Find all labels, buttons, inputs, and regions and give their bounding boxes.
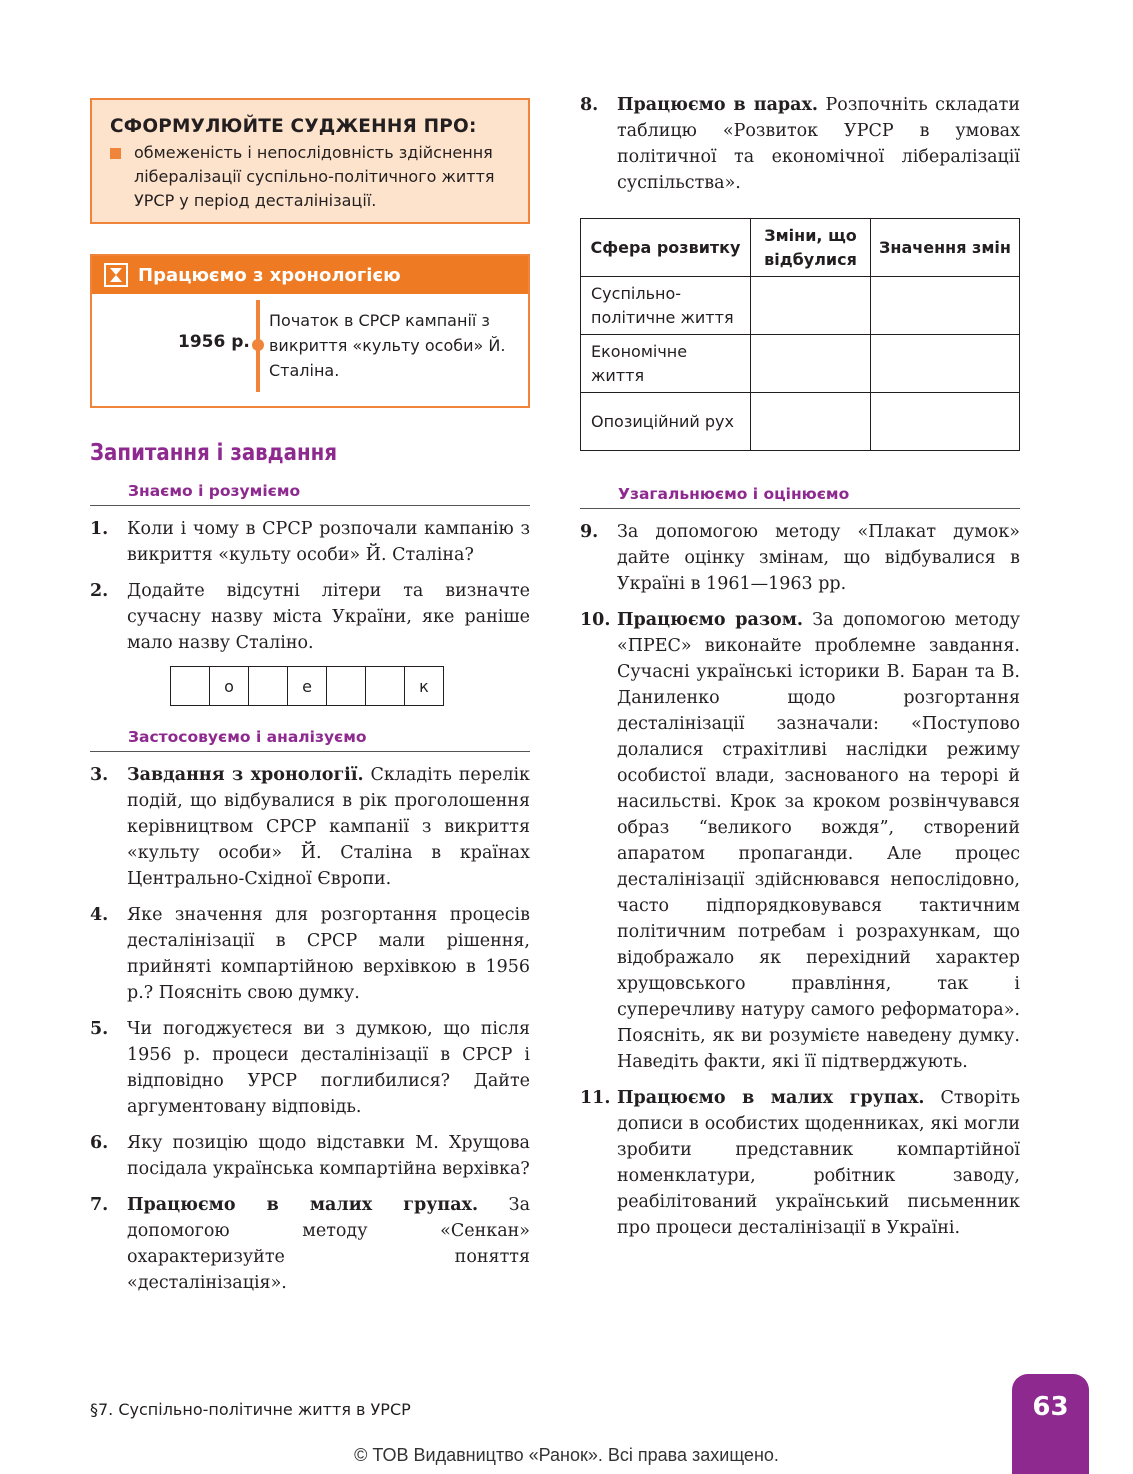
letter-cell[interactable] <box>248 666 288 706</box>
timeline-dot-icon <box>252 339 264 351</box>
table-cell[interactable] <box>751 393 871 451</box>
subhead-apply: Застосовуємо і аналізуємо <box>90 728 530 752</box>
development-table <box>580 218 1020 451</box>
question-6: 6. Яку позицію щодо відставки М. Хрущова посідала українська компартійна верхівка? <box>90 1133 530 1179</box>
letter-cell[interactable]: к <box>404 666 444 706</box>
chronology-header <box>92 256 528 294</box>
section-title: Запитання і завдання <box>90 440 338 466</box>
table-row-label: Суспільно-політичне життя <box>581 277 751 335</box>
copyright: © ТОВ Видавництво «Ранок». Всі права захищено. <box>354 1445 779 1465</box>
letter-cell[interactable]: е <box>287 666 327 706</box>
chronology-title: Працюємо з хронологією <box>138 264 401 286</box>
table-header: Значення змін <box>871 219 1020 277</box>
footer-section: §7. Суспільно-політичне життя в УРСР <box>90 1400 411 1419</box>
table-row <box>581 393 1020 451</box>
judgement-box <box>90 98 530 224</box>
table-row-label: Економічне життя <box>581 335 751 393</box>
table-row-label: Опозиційний рух <box>581 393 751 451</box>
table-header: Сфера розвитку <box>581 219 751 277</box>
table-cell[interactable] <box>751 335 871 393</box>
question-2: 2. Додайте відсутні літери та визначте сучасну назву міста України, яке раніше мало назву Сталіно. <box>90 581 530 653</box>
subhead-know: Знаємо і розуміємо <box>90 482 530 506</box>
letter-cell[interactable]: о <box>209 666 249 706</box>
judgement-title: СФОРМУЛЮЙТЕ СУДЖЕННЯ ПРО: <box>110 116 477 137</box>
question-3: 3. Завдання з хронології. Складіть перелік подій, що відбувалися в рік проголошення керівництвом СРСР кампанії з викриття «культу особи» Й. Сталіна в країнах Центрально-Східної Європи. <box>90 765 530 889</box>
question-10: 10. Працюємо разом. За допомогою методу «ПРЕС» виконайте проблемне завдання. Сучасні українські історики В. Баран та В. Даниленко щодо розгортання десталінізації зазначали: «Поступово долалися страхітливі наслідки режиму особистої влади, заснованого на терорі й насильстві. Крок за кроком розвінчувався образ “великого вождя”, створений апаратом пропаганди. Але процес десталінізації здійснювався непослідовно, часто підпорядковувався тактичним політичним потребам і розрахункам, що відображало як перехідний характер хрущовського правління, так і суперечливу натуру самого реформатора». Поясніть, як ви розумієте наведену думку. Наведіть факти, які її підтверджують. <box>580 610 1020 1072</box>
table-cell[interactable] <box>871 277 1020 335</box>
table-header: Зміни, що відбулися <box>751 219 871 277</box>
chronology-box <box>90 254 530 408</box>
chronology-event: Початок в СРСР кампанії з викриття «культу особи» Й. Сталіна. <box>269 311 506 380</box>
question-8: 8. Працюємо в парах. Розпочніть складати таблицю «Розвиток УРСР в умовах політичної та економічної лібералізації суспільства». <box>580 95 1020 193</box>
question-9: 9. За допомогою методу «Плакат думок» дайте оцінку змінам, що відбувалися в Україні в 1961—1963 рр. <box>580 522 1020 594</box>
subhead-generalize: Узагальнюємо і оцінюємо <box>580 485 1020 509</box>
question-4: 4. Яке значення для розгортання процесів десталінізації в СРСР мали рішення, прийняті компартійною верхівкою в 1956 р.? Поясніть свою думку. <box>90 905 530 1003</box>
table-cell[interactable] <box>751 277 871 335</box>
hourglass-icon <box>104 263 128 287</box>
table-row <box>581 277 1020 335</box>
question-11: 11. Працюємо в малих групах. Створіть дописи в особистих щоденниках, які могли зробити представник компартійної номенклатури, робітник заводу, реабілітований український письменник про процеси десталінізації в Україні. <box>580 1088 1021 1238</box>
letter-grid <box>171 666 530 706</box>
judgement-item <box>110 141 510 213</box>
square-bullet-icon <box>110 148 121 159</box>
chronology-year: 1956 р. <box>178 332 250 352</box>
right-column <box>580 92 1020 1241</box>
question-7: 7. Працюємо в малих групах. За допомогою методу «Сенкан» охарактеризуйте поняття «десталінізація». <box>90 1195 530 1293</box>
question-1: 1. Коли і чому в СРСР розпочали кампанію з викриття «культу особи» Й. Сталіна? <box>90 519 530 565</box>
judgement-text: обмеженість і непослідовність здійснення лібералізації суспільно-політичного життя УРСР у період десталінізації. <box>134 143 495 210</box>
left-column <box>90 98 530 1296</box>
question-5: 5. Чи погоджуєтеся ви з думкою, що після 1956 р. процеси десталінізації в СРСР і відповідно УРСР поглибилися? Дайте аргументовану відповідь. <box>90 1019 530 1117</box>
letter-cell[interactable] <box>326 666 366 706</box>
letter-cell[interactable] <box>365 666 405 706</box>
table-row <box>581 335 1020 393</box>
table-cell[interactable] <box>871 393 1020 451</box>
page-number: 63 <box>1012 1374 1089 1474</box>
letter-cell[interactable] <box>170 666 210 706</box>
table-cell[interactable] <box>871 335 1020 393</box>
table-header-row <box>581 219 1020 277</box>
